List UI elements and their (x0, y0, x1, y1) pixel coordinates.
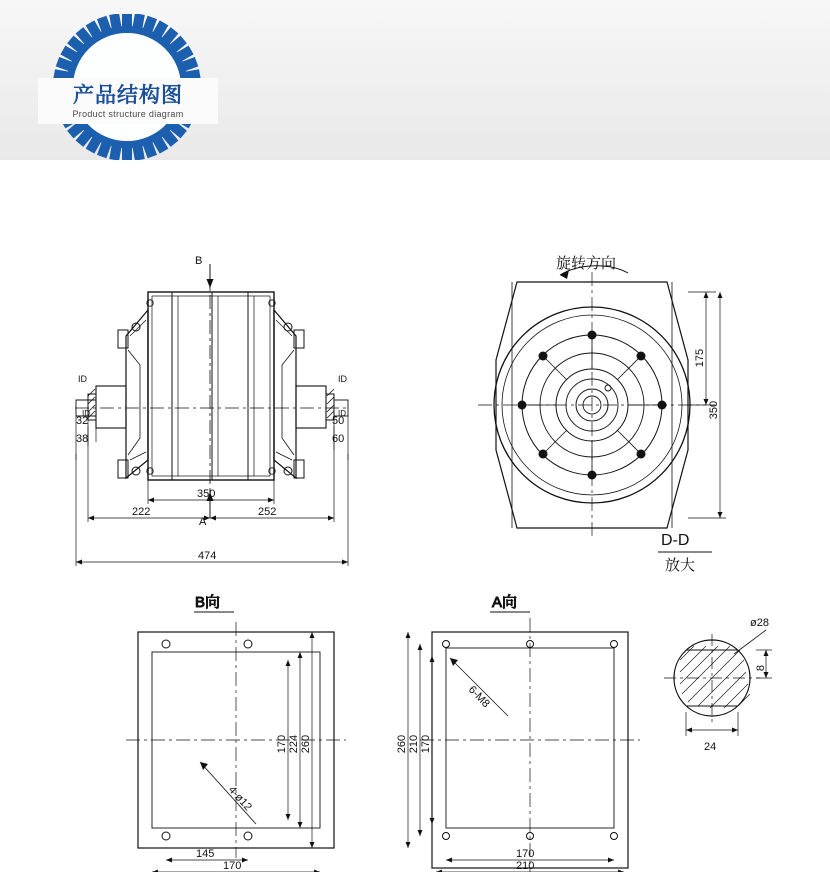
label-id-left: ID (78, 374, 87, 384)
dim-210-a2: 210 (516, 860, 535, 872)
dim-4-d12: 4-ø12 (225, 783, 254, 814)
dim-170-a2: 170 (516, 848, 535, 860)
dim-170-a: 170 (420, 734, 432, 754)
dim-260-a: 260 (396, 734, 408, 754)
label-a-marker: A (199, 516, 207, 528)
page-title (38, 78, 218, 124)
b-view-title: B向 (195, 594, 221, 611)
dim-210-a: 210 (408, 734, 420, 754)
end-view-dimensions (688, 292, 726, 518)
dd-detail-labels (704, 617, 769, 753)
dim-6-m8: 6-M8 (465, 683, 492, 711)
dim-170-b: 170 (276, 734, 288, 754)
dim-175: 175 (694, 348, 706, 368)
front-section-view (75, 264, 350, 518)
b-view-labels (196, 735, 312, 872)
label-id-right: ID (338, 374, 347, 384)
dim-8: 8 (755, 664, 767, 672)
detail-label-enlarge: 放大 (665, 557, 696, 574)
a-view-title: A向 (492, 594, 518, 611)
dim-38: 38 (76, 433, 89, 445)
dim-60: 60 (332, 433, 345, 445)
dim-32: 32 (76, 415, 89, 427)
b-view (126, 594, 346, 858)
dim-170-b2: 170 (223, 860, 242, 872)
dim-24: 24 (704, 741, 717, 753)
page-title-en: Product structure diagram (72, 108, 184, 119)
dim-d28: ø28 (750, 617, 769, 629)
a-view-dimensions (406, 632, 629, 872)
dim-222: 222 (132, 506, 151, 518)
detail-label-dd: D-D (661, 532, 690, 549)
dd-detail-view (664, 630, 772, 736)
end-view-labels (556, 255, 720, 419)
label-id-left-2: ID (82, 409, 90, 418)
dim-252: 252 (258, 506, 277, 518)
detail-title (658, 532, 712, 574)
technical-drawing (0, 160, 830, 872)
a-view-labels (396, 684, 534, 872)
a-view (420, 594, 640, 872)
label-id-right-2: ID (338, 409, 346, 418)
dim-260-b: 260 (300, 734, 312, 754)
dim-474: 474 (198, 550, 217, 562)
dim-350-end: 350 (708, 400, 720, 420)
dim-224: 224 (288, 734, 300, 754)
end-view (478, 266, 706, 538)
dim-350-front: 350 (197, 488, 216, 500)
dim-145: 145 (196, 848, 215, 860)
page-title-cn: 产品结构图 (73, 83, 183, 107)
label-b-marker: B (195, 255, 203, 267)
label-rotation-direction: 旋转方向 (556, 255, 617, 272)
page-header (0, 0, 830, 160)
dim-50: 50 (332, 415, 345, 427)
